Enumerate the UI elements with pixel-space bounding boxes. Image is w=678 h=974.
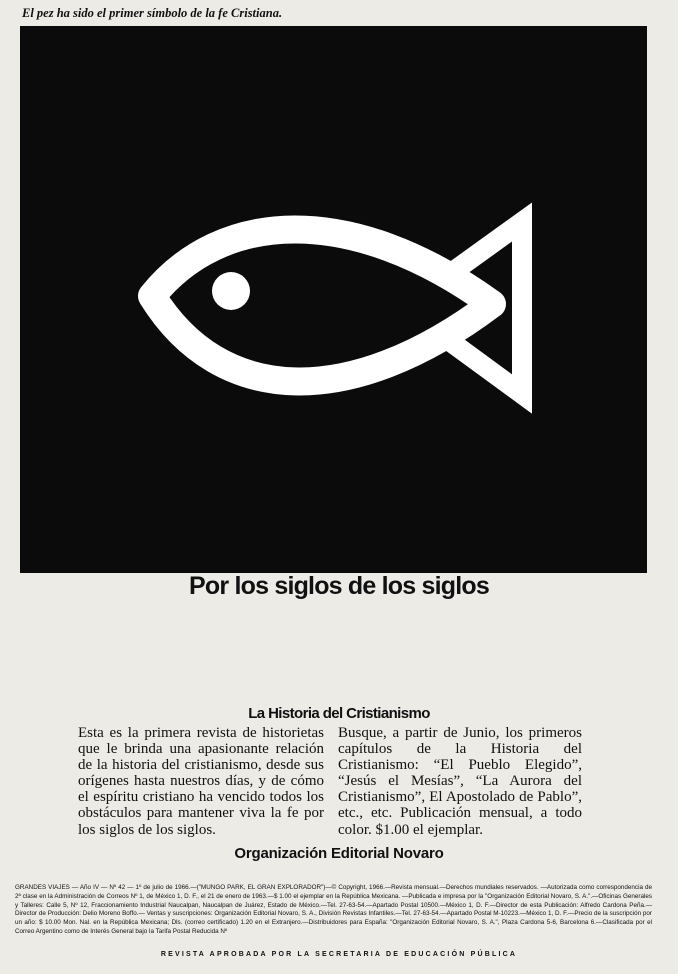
body-column-left: Esta es la primera revista de historietas que le brinda una apasionante relación de la historia del cristianismo, desde sus orígenes hasta nuestros días, y de cómo el espíritu cristiano ha vencido todos los obstáculos para mantener viva la fe por los siglos de los siglos. [78,725,324,838]
ichthys-fish-icon [20,26,647,573]
fish-illustration-panel [20,26,647,573]
body-column-right: Busque, a partir de Junio, los primeros capítulos de la Historia del Cristianismo: “El Pueblo Elegido”, “Jesús el Mesías”, “La Aurora del Cristianismo”, El Apostolado de Pablo”, etc., etc. Publicación mensual, a todo color. $1.00 el ejemplar. [338,725,582,838]
headline: Por los siglos de los siglos [189,572,489,600]
legal-fineprint: GRANDES VIAJES — Año IV — Nº 42 — 1º de julio de 1966.—("MUNGO PARK, EL GRAN EXPLORADOR")—© Copyright, 1966.—Revista mensual.—Derechos mundiales reservados. —Autorizada como correspondencia de 2ª clase en la Administración de Correos Nº 1, de México 1, D. F., el 21 de enero de 1963.—$ 1.00 el ejemplar en la República Mexicana. —Publicada e impresa por la "Organización Editorial Novaro, S. A.".—Oficinas Generales y Talleres: Calle 5, Nº 12, Fraccionamiento Industrial Naucalpan, Naucalpan de Juárez, Estado de México.—Tel. 27-63-54.—Apartado Postal 10500.—México 1, D. F.—Director de esta Publicación: Alfredo Cardona Peña.—Director de Producción: Delio Moreno Boffo.— Ventas y suscripciones: Organización Editorial Novaro, S. A., División Revistas Infantiles.—Tel. 27-63-54.—Apartado Postal M-10223.—México 1, D. F.—Precio de la suscripción por un año: $ 10.00 Mon. Nal. en la República Mexicana; Dls. (correo certificado) 1.20 en el Extranjero.—Distribuidores para España: "Organización Editorial Novaro, S. A.", Plaza Cardona 5-6, Barcelona 6.—Clasificada por el Correo Argentino como de Interés General bajo la Tarifa Postal Reducida Nº [15,884,652,935]
approval-footer: REVISTA APROBADA POR LA SECRETARIA DE EDUCACIÓN PÚBLICA [160,951,518,958]
publisher-name: Organización Editorial Novaro [234,845,444,862]
image-caption: El pez ha sido el primer símbolo de la fe Cristiana. [22,6,283,20]
fish-eye [212,272,250,310]
section-title: La Historia del Cristianismo [248,705,430,722]
